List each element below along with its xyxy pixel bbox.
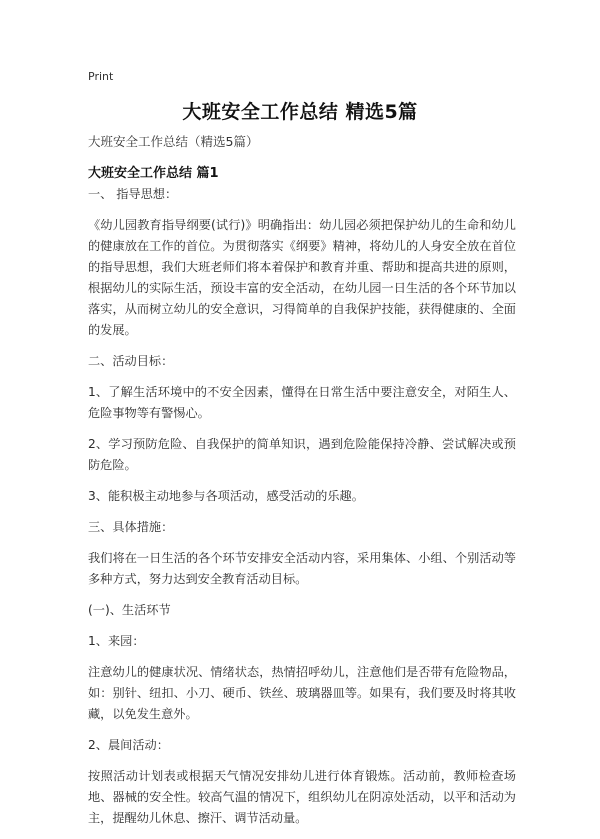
paragraph-arrival-text: 注意幼儿的健康状况、情绪状态，热情招呼幼儿，注意他们是否带有危险物品，如：别针、纽扣、小刀、硬币、铁丝、玻璃器皿等。如果有，我们要及时将其收藏，以免发生意外。 — [88, 665, 516, 721]
paragraph-guiding-text: 《幼儿园教育指导纲要(试行)》明确指出：幼儿园必须把保护幼儿的生命和幼儿的健康放在工作的首位。为贯彻落实《纲要》精神，将幼儿的人身安全放在首位的指导思想，我们大班老师们将本着保护和教育并重、帮助和提高共进的原则，根据幼儿的实际生活，预设丰富的安全活动，在幼儿园一日生活的各个环节加以落实，从而树立幼儿的安全意识，习得简单的自我保护技能，获得健康的、全面的发展。 — [88, 218, 516, 337]
document-title: 大班安全工作总结 精选5篇 — [182, 101, 418, 123]
paragraph-morning-heading: 2、晨间活动： — [88, 738, 169, 752]
paragraph-life-section: (一)、生活环节 — [88, 603, 171, 617]
section-heading: 大班安全工作总结 篇1 — [88, 166, 219, 181]
paragraph-goal-2: 2、学习预防危险、自我保护的简单知识，遇到危险能保持冷静、尝试解决或预防危险。 — [88, 437, 516, 472]
document-subtitle: 大班安全工作总结（精选5篇） — [88, 134, 259, 149]
paragraph-arrival-heading: 1、来园： — [88, 634, 145, 648]
print-label[interactable]: Print — [88, 70, 114, 83]
paragraph-goal-1: 1、了解生活环境中的不安全因素，懂得在日常生活中要注意安全，对陌生人、危险事物等有警惕心。 — [88, 385, 516, 420]
paragraph-morning-text: 按照活动计划表或根据天气情况安排幼儿进行体育锻炼。活动前，教师检查场地、器械的安全性。较高气温的情况下，组织幼儿在阴凉处活动，以平和活动为主，提醒幼儿休息、擦汗、调节活动量。 — [88, 769, 516, 825]
document-body — [88, 184, 516, 839]
paragraph-goals-heading: 二、活动目标： — [88, 354, 174, 368]
paragraph-guiding-heading: 一、 指导思想： — [88, 187, 178, 201]
paragraph-measures-heading: 三、具体措施： — [88, 520, 174, 534]
paragraph-goal-3: 3、能积极主动地参与各项活动，感受活动的乐趣。 — [88, 489, 364, 503]
paragraph-measures-text: 我们将在一日生活的各个环节安排安全活动内容，采用集体、小组、个别活动等多种方式，努力达到安全教育活动目标。 — [88, 551, 516, 586]
